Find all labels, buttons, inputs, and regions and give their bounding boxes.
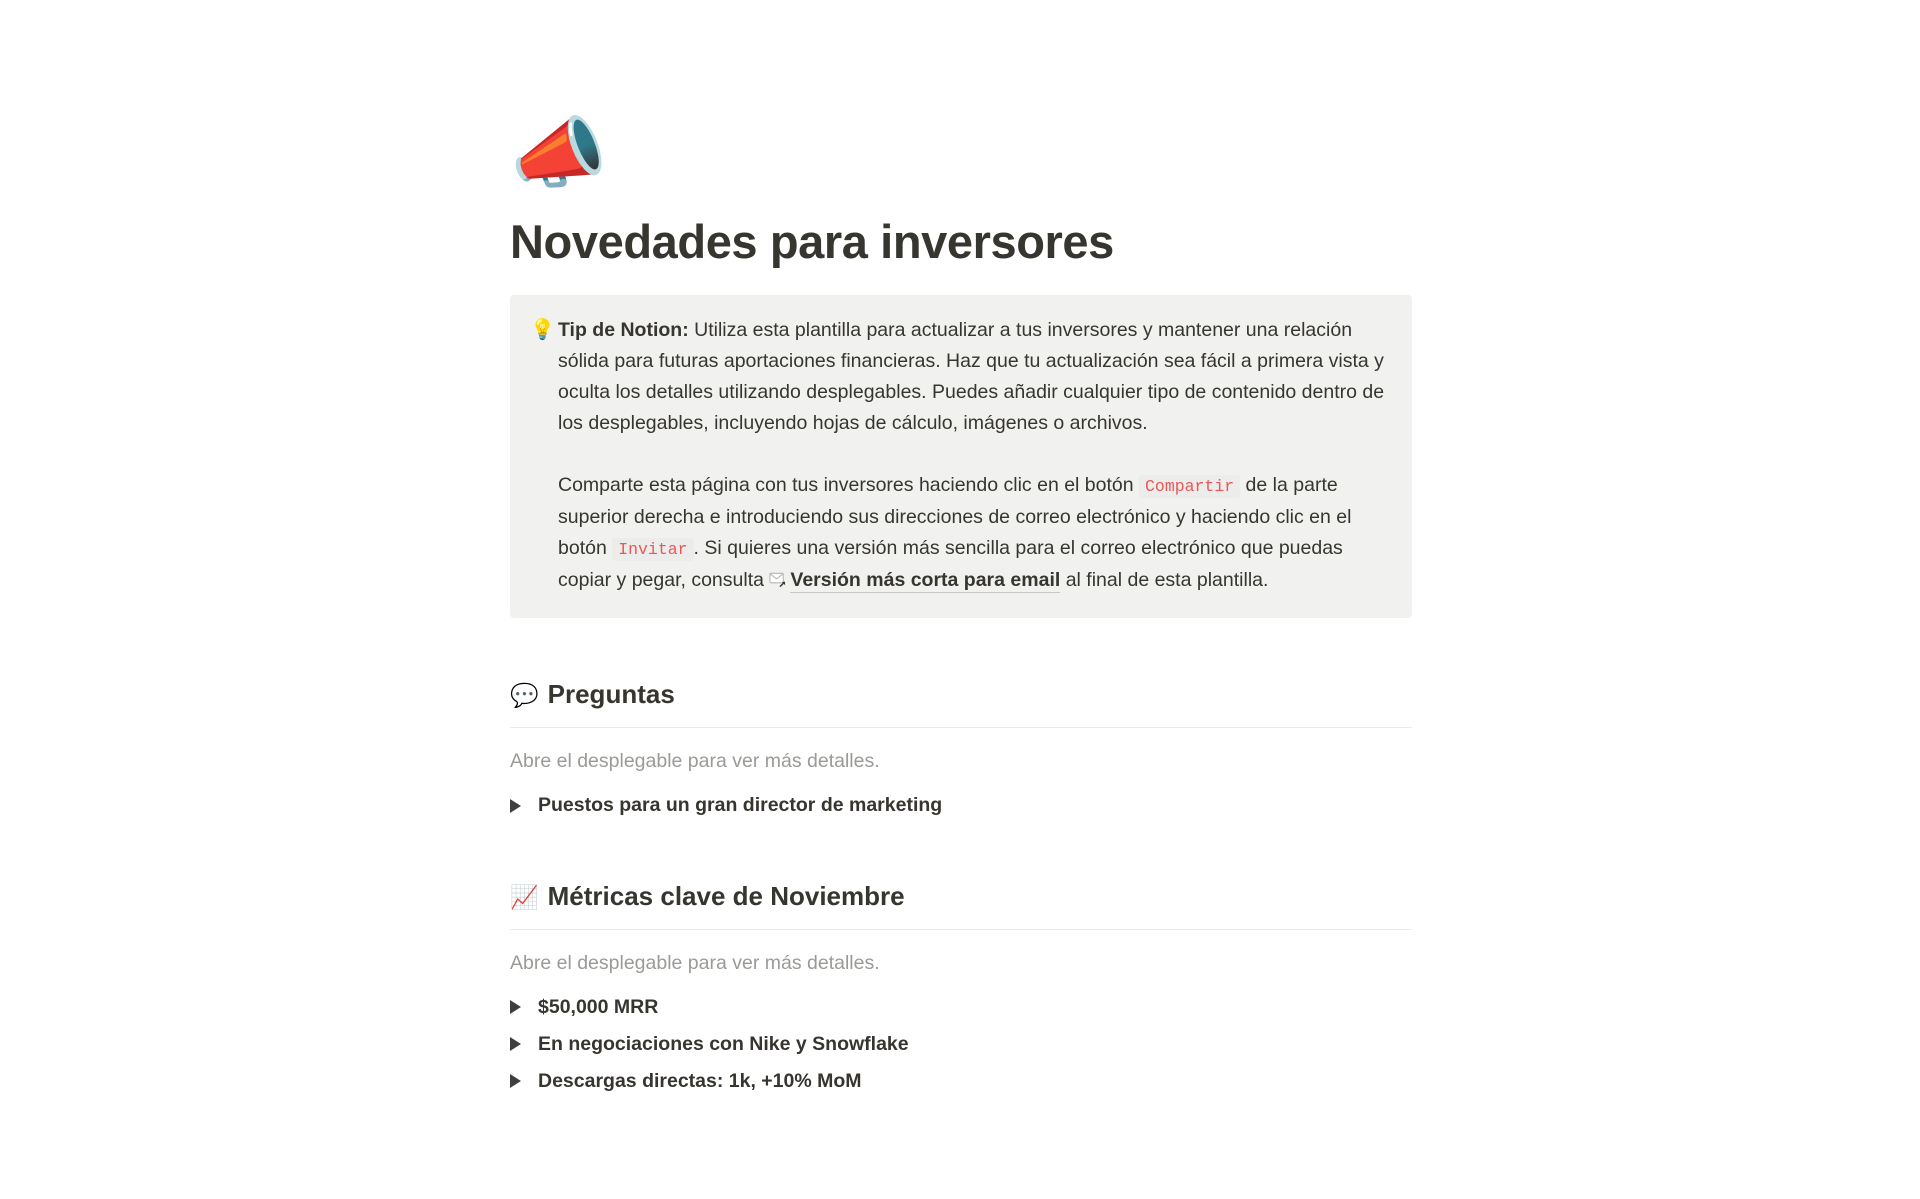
section-heading-preguntas[interactable] [510, 678, 1412, 712]
page-content-column [510, 0, 1412, 1100]
section-metricas [510, 880, 1412, 1100]
section-heading-label: Métricas clave de Noviembre [547, 881, 905, 912]
toggle-label[interactable]: $50,000 MRR [538, 995, 659, 1018]
section-hint: Abre el desplegable para ver más detalles. [510, 750, 880, 773]
toggle-item[interactable] [510, 989, 1412, 1026]
chevron-right-icon[interactable] [510, 1066, 538, 1097]
share-text-part-4: al final de esta plantilla. [1060, 569, 1269, 592]
callout-paragraph-1 [558, 315, 1390, 439]
megaphone-emoji[interactable]: 📣 [510, 109, 608, 197]
section-hint: Abre el desplegable para ver más detalles. [510, 951, 880, 974]
section-preguntas [510, 678, 1412, 824]
envelope-link-icon [769, 570, 788, 589]
chevron-right-icon[interactable] [510, 992, 538, 1023]
chevron-right-icon[interactable] [510, 1029, 538, 1060]
invite-code-chip: Invitar [612, 538, 693, 561]
share-text-part-2: de la parte superior derecha e introduciendo sus direcciones de correo electrónico y haciendo clic en el botón [558, 474, 1352, 560]
speech-balloon-icon: 💬 [510, 681, 539, 708]
toggle-label[interactable]: Puestos para un gran director de marketing [538, 794, 943, 817]
toggle-label[interactable]: En negociaciones con Nike y Snowflake [538, 1032, 909, 1055]
chart-increasing-icon: 📈 [510, 883, 539, 910]
toggle-item[interactable] [510, 1063, 1412, 1100]
toggle-item[interactable] [510, 1026, 1412, 1063]
callout-block [510, 295, 1412, 618]
toggle-list-metricas [510, 989, 1412, 1100]
callout-paragraph-2 [558, 470, 1390, 596]
toggle-label[interactable]: Descargas directas: 1k, +10% MoM [538, 1069, 862, 1092]
share-text-part-3: . Si quieres una versión más sencilla para el correo electrónico que puedas copiar y pegar, consulta [558, 537, 1343, 592]
section-heading-metricas[interactable] [510, 880, 1412, 914]
toggle-list-preguntas [510, 787, 1412, 824]
short-email-version-link[interactable]: Versión más corta para email [790, 569, 1061, 592]
share-text-part-1: Comparte esta página con tus inversores haciendo clic en el botón [558, 474, 1140, 497]
share-code-chip: Compartir [1139, 475, 1240, 498]
light-bulb-icon: 💡 [530, 319, 555, 342]
chevron-right-icon[interactable] [510, 790, 538, 821]
section-heading-label: Preguntas [547, 679, 675, 710]
toggle-item[interactable] [510, 787, 1412, 824]
callout-text [558, 315, 1390, 596]
tip-body: Utiliza esta plantilla para actualizar a tus inversores y mantener una relación sólida para futuras aportaciones financieras. Haz que tu actualización sea fácil a primera vista y oculta los detalles utilizando desplegables. Puedes añadir cualquier tipo de contenido dentro de los desplegables, incluyendo hojas de cálculo, imágenes o archivos. [558, 319, 1385, 435]
tip-label: Tip de Notion: [558, 319, 689, 342]
page-title[interactable]: Novedades para inversores [510, 215, 1114, 268]
